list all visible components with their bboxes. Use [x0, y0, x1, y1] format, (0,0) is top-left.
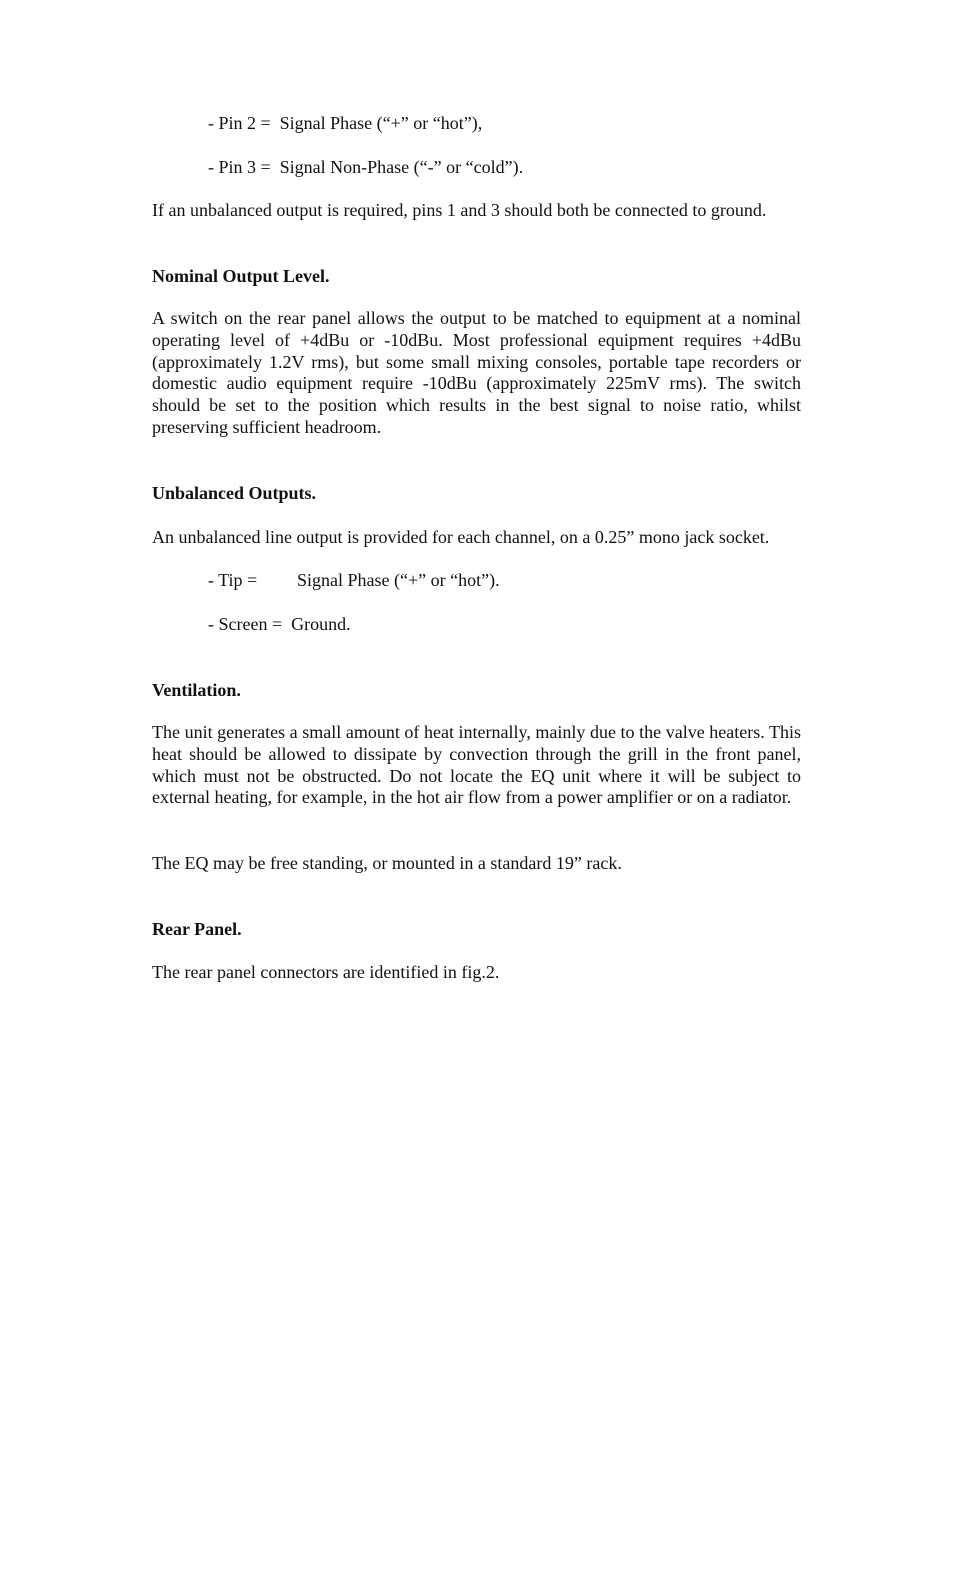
rear-panel-heading: Rear Panel. [152, 919, 242, 939]
pin-2-item [208, 112, 482, 134]
unbalanced-outputs-heading: Unbalanced Outputs. [152, 483, 317, 503]
nominal-output-heading: Nominal Output Level. [152, 266, 330, 286]
pin-2-term: - Pin 2 = [208, 113, 271, 133]
ventilation-heading: Ventilation. [152, 680, 241, 700]
tip-item [208, 569, 500, 591]
pin-3-term: - Pin 3 = [208, 157, 271, 177]
ventilation-paragraph-2: The EQ may be free standing, or mounted in a standard 19” rack. [152, 853, 622, 873]
unbalanced-outputs-paragraph: An unbalanced line output is provided for each channel, on a 0.25” mono jack socket. [152, 527, 770, 547]
tip-desc: Signal Phase (“+” or “hot”). [297, 570, 500, 590]
screen-item [208, 613, 351, 635]
pin-2-desc: Signal Phase (“+” or “hot”), [279, 113, 483, 133]
rear-panel-paragraph: The rear panel connectors are identified in fig.2. [152, 962, 500, 982]
screen-desc: Ground. [291, 614, 351, 634]
screen-term: - Screen = [208, 614, 283, 634]
unbalanced-note: If an unbalanced output is required, pins 1 and 3 should both be connected to ground. [152, 200, 767, 220]
pin-3-item [208, 156, 523, 178]
ventilation-paragraph-1: The unit generates a small amount of heat internally, mainly due to the valve heaters. This heat should be allowed to dissipate by convection through the grill in the front panel, which must not be obstructed. Do not locate the EQ unit where it will be subject to external heating, for example, in the hot air flow from a power amplifier or on a radiator. [152, 722, 801, 808]
pin-3-desc: Signal Non-Phase (“-” or “cold”). [279, 157, 524, 177]
nominal-output-paragraph: A switch on the rear panel allows the output to be matched to equipment at a nominal operating level of +4dBu or -10dBu. Most professional equipment requires +4dBu (approximately 1.2V rms), but some small mixing consoles, portable tape recorders or domestic audio equipment require -10dBu (approximately 225mV rms). The switch should be set to the position which results in the best signal to noise ratio, whilst preserving sufficient headroom. [152, 308, 801, 437]
tip-term: - Tip = [208, 570, 258, 590]
